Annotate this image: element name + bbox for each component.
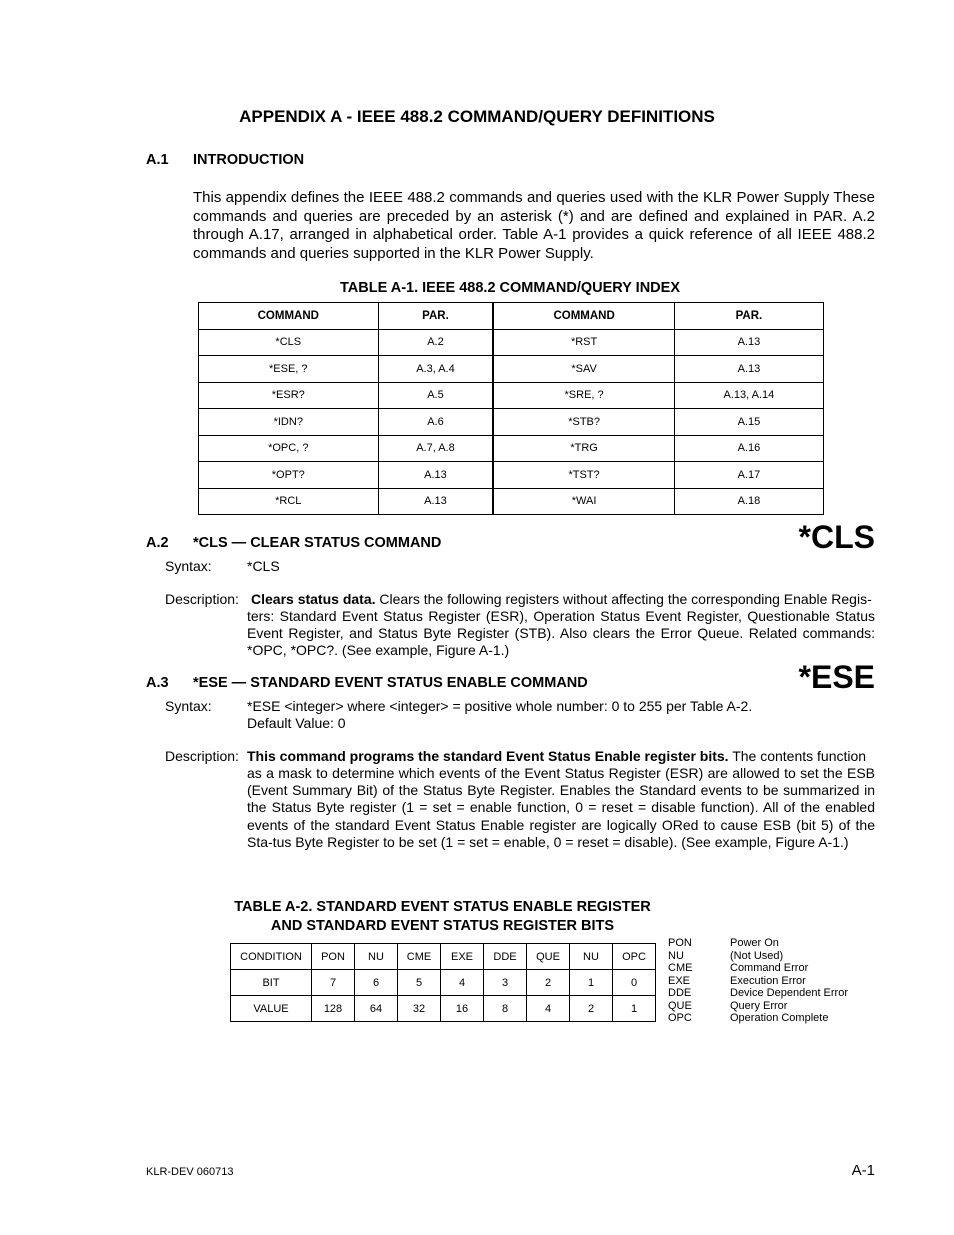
table-row <box>231 970 656 996</box>
table-cell: NU <box>355 944 398 970</box>
legend-abbreviations <box>668 937 692 1025</box>
legend-desc: Device Dependent Error <box>730 987 849 999</box>
table-cell: *RCL <box>199 488 379 515</box>
table-cell: 2 <box>570 996 613 1022</box>
legend-desc: Execution Error <box>730 974 806 987</box>
table-cell: A.6 <box>378 409 493 436</box>
description-label: Description: <box>165 591 239 607</box>
legend-abbr: DDE <box>668 987 692 999</box>
table-cell: *STB? <box>493 409 674 436</box>
table-cell: 8 <box>484 996 527 1022</box>
table-cell: 1 <box>570 970 613 996</box>
table-row <box>199 356 824 383</box>
table-cell: 1 <box>613 996 656 1022</box>
table-cell: 2 <box>527 970 570 996</box>
section-title: INTRODUCTION <box>193 152 305 168</box>
table-cell: NU <box>570 944 613 970</box>
table-cell: A.3, A.4 <box>378 356 493 383</box>
table-cell: A.18 <box>674 488 823 515</box>
legend-abbr: PON <box>668 937 692 949</box>
legend-desc: (Not Used) <box>730 949 784 962</box>
table-cell: 32 <box>398 996 441 1022</box>
table-cell: PON <box>312 944 355 970</box>
command-index-table <box>198 302 824 515</box>
page-title: APPENDIX A - IEEE 488.2 COMMAND/QUERY DEFINITIONS <box>239 107 715 126</box>
table-header-row <box>199 303 824 330</box>
description-text: Clears the following registers without affecting the corresponding Enable Regis- <box>379 591 872 607</box>
header-cell: PAR. <box>674 303 823 330</box>
table-cell: *IDN? <box>199 409 379 436</box>
table-row <box>199 435 824 462</box>
table-cell: *OPT? <box>199 462 379 489</box>
table-cell: A.7, A.8 <box>378 435 493 462</box>
syntax-label: Syntax: <box>165 558 212 574</box>
syntax-label: Syntax: <box>165 698 212 714</box>
description-text: The contents function <box>732 748 867 764</box>
table-cell: CME <box>398 944 441 970</box>
description-first-line <box>251 591 875 608</box>
header-cell: PAR. <box>378 303 493 330</box>
table-cell: A.16 <box>674 435 823 462</box>
table-cell: BIT <box>231 970 312 996</box>
table-cell: A.17 <box>674 462 823 489</box>
table-cell: 4 <box>441 970 484 996</box>
table-row <box>199 382 824 409</box>
table-cell: EXE <box>441 944 484 970</box>
table2-caption-line2: AND STANDARD EVENT STATUS REGISTER BITS <box>270 918 615 934</box>
section-title: *CLS — CLEAR STATUS COMMAND <box>193 535 442 551</box>
section-number: A.3 <box>146 675 169 691</box>
legend-abbr: NU <box>668 949 684 962</box>
description-label: Description: <box>165 748 239 764</box>
table-cell: DDE <box>484 944 527 970</box>
description-body: ters: Standard Event Status Register (ESR), Operation Status Event Register, Questionable Status Event Register, and Status Byte Register (STB). Also clears the Error Queue. Related commands: *OPC, *OPC?. (See example, Figure A-1.) <box>247 608 875 659</box>
description-bold: Clears status data. <box>251 591 376 607</box>
table-cell: *TRG <box>493 435 674 462</box>
section-number: A.1 <box>146 152 169 168</box>
table-row <box>199 329 824 356</box>
legend-abbr: OPC <box>668 1012 692 1024</box>
table-cell: *OPC, ? <box>199 435 379 462</box>
legend-desc: Command Error <box>730 962 809 974</box>
table-cell: *SAV <box>493 356 674 383</box>
table-cell: A.5 <box>378 382 493 409</box>
table-cell: 3 <box>484 970 527 996</box>
description-first-line <box>247 748 875 765</box>
legend-descriptions <box>730 937 848 1025</box>
description-bold: This command programs the standard Event Status Enable register bits. <box>247 748 729 764</box>
legend-abbr: QUE <box>668 999 692 1012</box>
legend-abbr: EXE <box>668 974 691 987</box>
table-cell: 4 <box>527 996 570 1022</box>
footer-page-number: A-1 <box>851 1162 875 1179</box>
section-a1-heading <box>0 152 954 172</box>
section-title: *ESE — STANDARD EVENT STATUS ENABLE COMMAND <box>193 675 588 691</box>
table-cell: A.15 <box>674 409 823 436</box>
event-status-register-table <box>230 943 656 1022</box>
intro-paragraph: This appendix defines the IEEE 488.2 commands and queries used with the KLR Power Supply These commands and queries are preceded by an asterisk (*) and are defined and explained in PAR. A.2 through A.17, arranged in alphabetical order. Table A-1 provides a quick reference of all IEEE 488.2 commands and queries supported in the KLR Power Supply. <box>193 189 875 262</box>
table-row <box>199 409 824 436</box>
description-body: as a mask to determine which events of the Event Status Register (ESR) are allowed to set the ESB (Event Summary Bit) of the Status Byte Register. Enables the Standard events to be summarized in the Status Byte register (1 = set = enable function, 0 = reset = disable function). All of the enabled events of the standard Event Status Enable register are logically ORed to cause ESB (bit 5) of the Sta-tus Byte Register to be set (1 = set = enable, 0 = reset = disable). (See example, Figure A-1.) <box>247 765 875 850</box>
header-cell: COMMAND <box>199 303 379 330</box>
table-cell: 5 <box>398 970 441 996</box>
table2-caption-line1: TABLE A-2. STANDARD EVENT STATUS ENABLE REGISTER <box>234 899 651 915</box>
table-cell: VALUE <box>231 996 312 1022</box>
table-cell: A.13 <box>674 329 823 356</box>
table-cell: QUE <box>527 944 570 970</box>
default-value: Default Value: 0 <box>247 715 346 731</box>
footer-document-id: KLR-DEV 060713 <box>146 1166 234 1178</box>
table-cell: *ESE, ? <box>199 356 379 383</box>
table-cell: 64 <box>355 996 398 1022</box>
ese-command-banner: *ESE <box>798 659 875 695</box>
table-cell: A.13 <box>378 488 493 515</box>
header-cell: COMMAND <box>493 303 674 330</box>
table-cell: A.13, A.14 <box>674 382 823 409</box>
table-cell: *CLS <box>199 329 379 356</box>
table-cell: *ESR? <box>199 382 379 409</box>
syntax-value: *CLS <box>247 558 280 574</box>
table1-caption: TABLE A-1. IEEE 488.2 COMMAND/QUERY INDEX <box>339 280 680 296</box>
table-cell: 0 <box>613 970 656 996</box>
table-cell: 16 <box>441 996 484 1022</box>
legend-abbr: CME <box>668 962 693 974</box>
section-number: A.2 <box>146 535 169 551</box>
table-cell: 6 <box>355 970 398 996</box>
syntax-value: *ESE <integer> where <integer> = positive whole number: 0 to 255 per Table A-2. <box>247 698 753 714</box>
table-cell: 128 <box>312 996 355 1022</box>
table-cell: CONDITION <box>231 944 312 970</box>
table-cell: 7 <box>312 970 355 996</box>
table-cell: A.2 <box>378 329 493 356</box>
table-cell: *TST? <box>493 462 674 489</box>
table-row <box>199 488 824 515</box>
legend-desc: Power On <box>730 937 779 949</box>
table-cell: A.13 <box>378 462 493 489</box>
table-row <box>199 462 824 489</box>
table-cell: A.13 <box>674 356 823 383</box>
table-row <box>231 944 656 970</box>
cls-command-banner: *CLS <box>798 519 875 555</box>
table-cell: OPC <box>613 944 656 970</box>
legend-desc: Operation Complete <box>730 1012 829 1024</box>
table-cell: *SRE, ? <box>493 382 674 409</box>
table-row <box>231 996 656 1022</box>
legend-desc: Query Error <box>730 999 788 1012</box>
table-cell: *RST <box>493 329 674 356</box>
table-cell: *WAI <box>493 488 674 515</box>
